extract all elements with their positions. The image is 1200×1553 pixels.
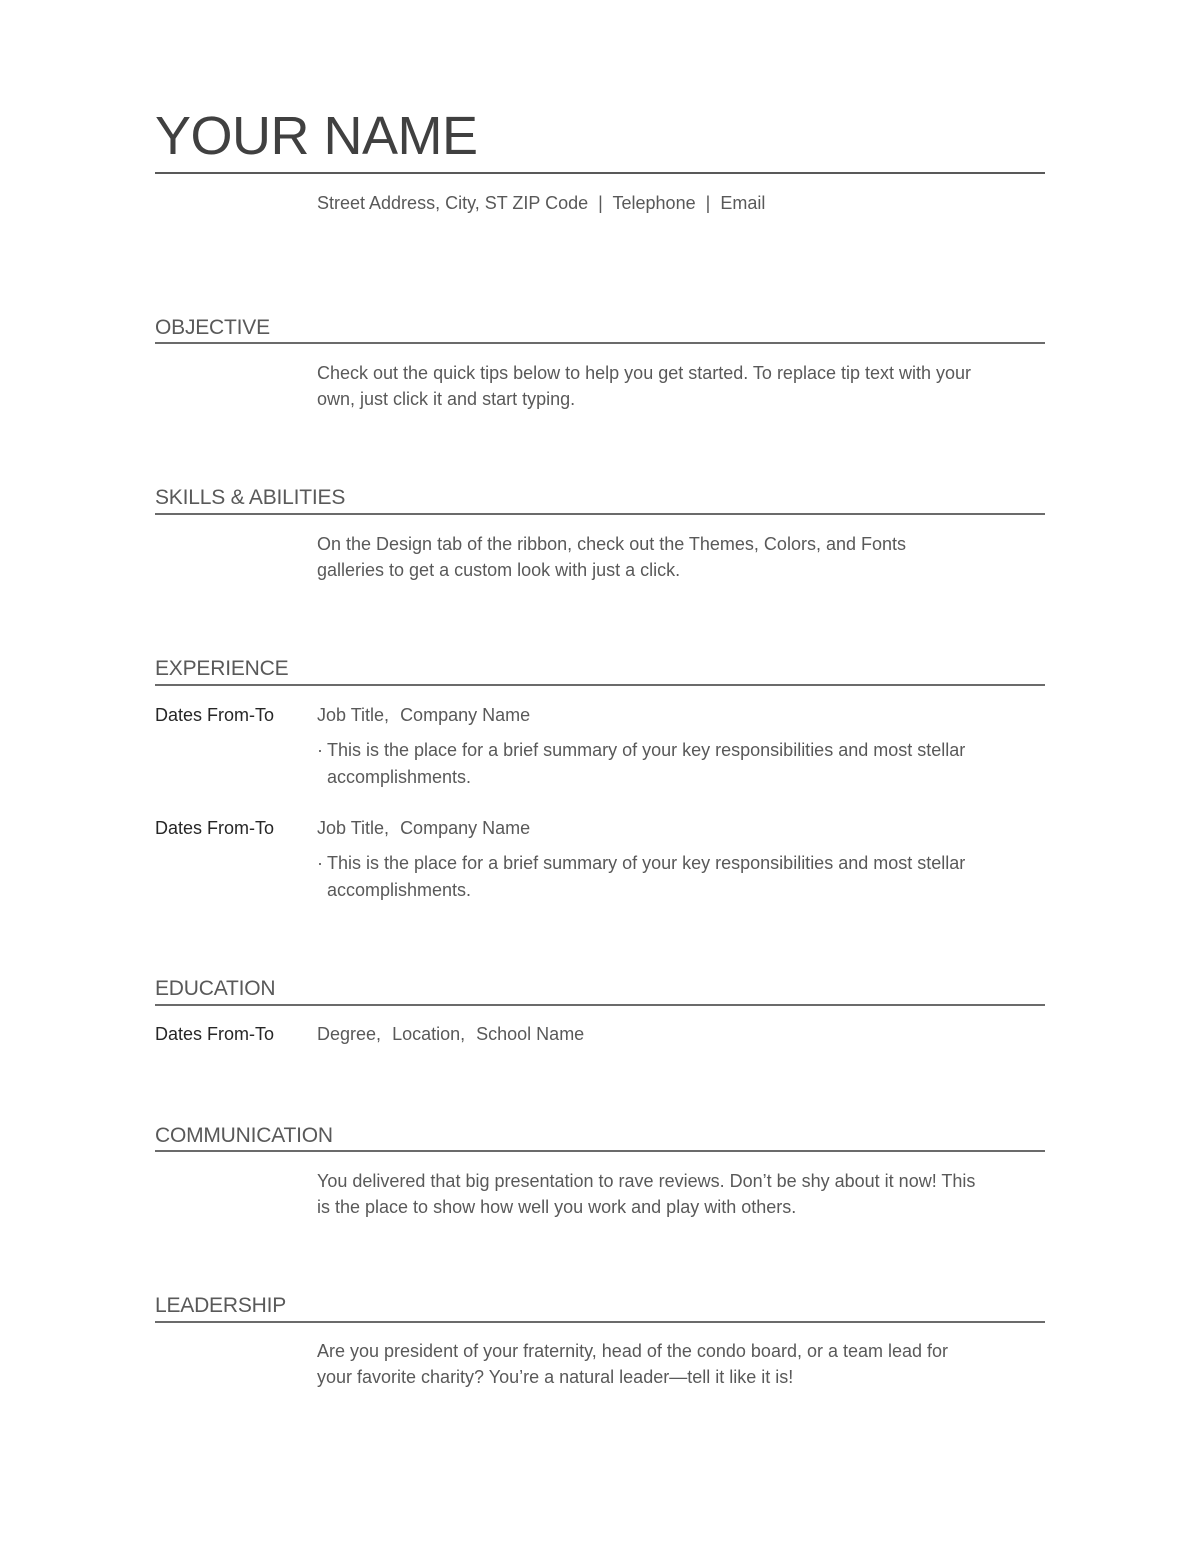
leadership-divider xyxy=(155,1321,1045,1323)
contact-address[interactable]: Street Address, City, ST ZIP Code xyxy=(317,193,589,213)
skills-heading[interactable]: SKILLS & ABILITIES xyxy=(155,486,346,509)
degree[interactable]: Degree, xyxy=(317,1024,382,1044)
experience-dates[interactable]: Dates From-To xyxy=(155,818,275,838)
experience-bullet-text: This is the place for a brief summary of your key responsibilities and most stellar accomplishments. xyxy=(327,740,966,787)
bullet-glyph: · xyxy=(317,853,323,873)
leadership-text[interactable]: Are you president of your fraternity, head of the condo board, or a team lead for your favorite charity? You’re a natural leader—tell it like it is! xyxy=(317,1341,949,1387)
job-title[interactable]: Job Title, xyxy=(317,705,390,725)
experience-bullet-text: This is the place for a brief summary of your key responsibilities and most stellar accomplishments. xyxy=(327,853,966,900)
company-name[interactable]: Company Name xyxy=(400,818,531,838)
company-name[interactable]: Company Name xyxy=(400,705,531,725)
experience-bullet[interactable] xyxy=(317,737,997,791)
experience-dates[interactable]: Dates From-To xyxy=(155,705,275,725)
contact-separator: | xyxy=(705,193,711,213)
education-dates[interactable]: Dates From-To xyxy=(155,1024,275,1044)
contact-telephone[interactable]: Telephone xyxy=(612,193,696,213)
objective-divider xyxy=(155,342,1045,344)
name-divider xyxy=(155,172,1045,174)
objective-text[interactable]: Check out the quick tips below to help you get started. To replace tip text with your own, just click it and start typing. xyxy=(317,363,972,409)
contact-separator: | xyxy=(598,193,603,213)
objective-heading[interactable]: OBJECTIVE xyxy=(155,316,270,339)
communication-text[interactable]: You delivered that big presentation to rave reviews. Don’t be shy about it now! This is the place to show how well you work and play with others. xyxy=(317,1171,976,1217)
location[interactable]: Location, xyxy=(392,1024,466,1044)
experience-job-line xyxy=(317,703,530,727)
contact-email[interactable]: Email xyxy=(720,193,766,213)
education-line xyxy=(317,1022,584,1046)
resume-name[interactable]: YOUR NAME xyxy=(155,106,478,166)
job-title[interactable]: Job Title, xyxy=(317,818,390,838)
experience-job-line xyxy=(317,816,530,840)
school-name[interactable]: School Name xyxy=(476,1024,585,1044)
skills-divider xyxy=(155,513,1045,515)
contact-line xyxy=(317,191,765,215)
communication-divider xyxy=(155,1150,1045,1152)
education-heading[interactable]: EDUCATION xyxy=(155,977,276,1000)
leadership-heading[interactable]: LEADERSHIP xyxy=(155,1294,287,1317)
experience-bullet[interactable] xyxy=(317,850,997,904)
bullet-glyph: · xyxy=(317,740,323,760)
skills-text[interactable]: On the Design tab of the ribbon, check out the Themes, Colors, and Fonts galleries to get a custom look with just a click. xyxy=(317,534,906,580)
experience-heading[interactable]: EXPERIENCE xyxy=(155,657,289,680)
education-divider xyxy=(155,1004,1045,1006)
communication-heading[interactable]: COMMUNICATION xyxy=(155,1124,333,1147)
experience-divider xyxy=(155,684,1045,686)
